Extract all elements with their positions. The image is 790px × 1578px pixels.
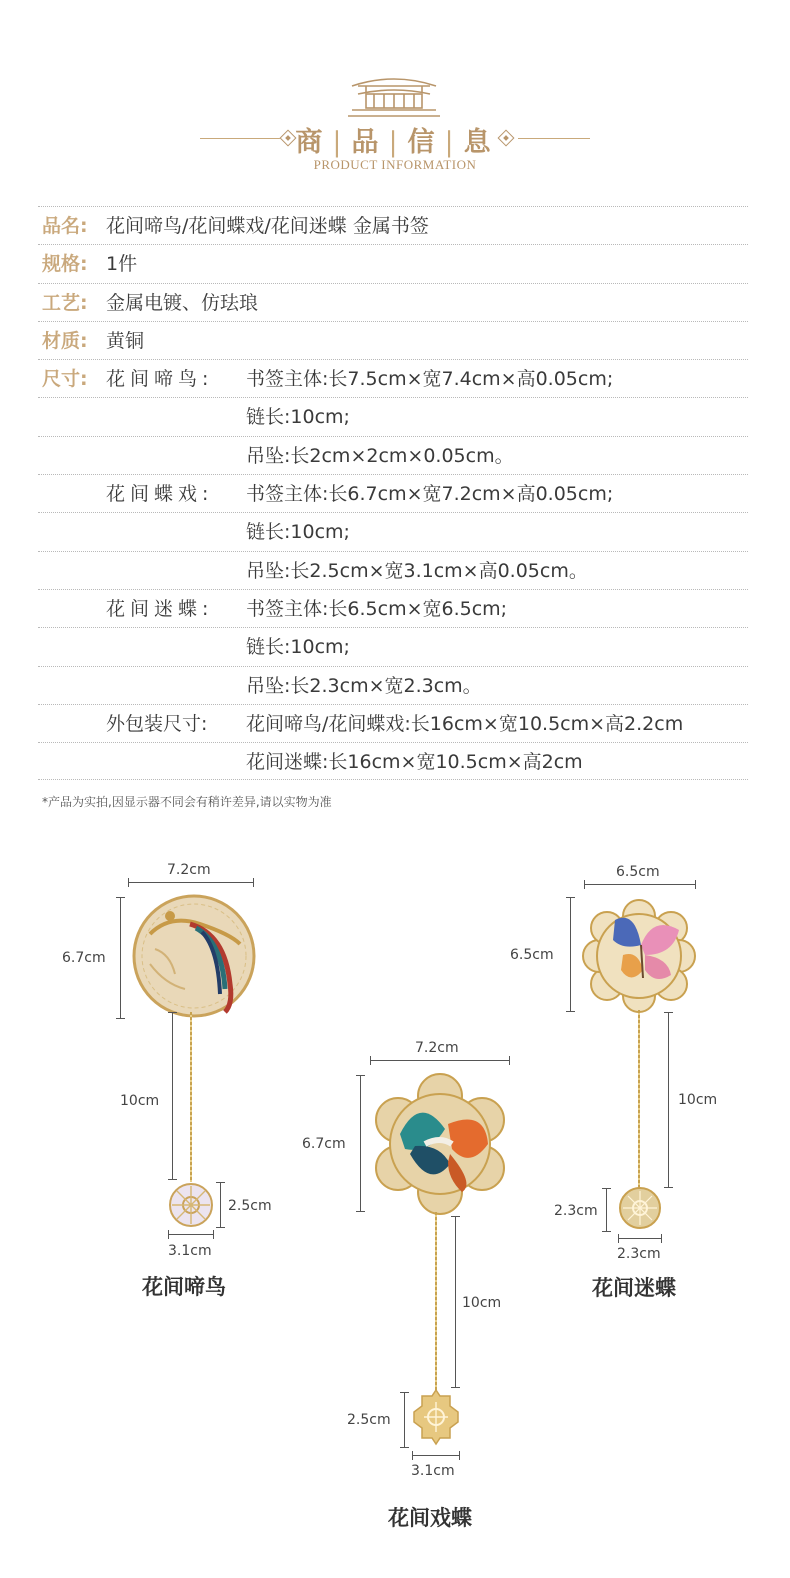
chain xyxy=(435,1212,437,1390)
package-detail: 花间迷蝶:长16cm×宽10.5cm×高2cm xyxy=(246,751,583,774)
info-row-size-detail xyxy=(38,551,748,589)
dim-chain-label: 10cm xyxy=(120,1093,160,1109)
package-detail: 花间啼鸟/花间蝶戏:长16cm×宽10.5cm×高2.2cm xyxy=(246,712,684,735)
info-row-size-detail xyxy=(38,512,748,550)
dim-width-line xyxy=(584,884,696,885)
palace-icon xyxy=(344,70,444,120)
dim-pendant-height-label: 2.5cm xyxy=(347,1412,391,1428)
title-separator: | xyxy=(444,127,458,158)
info-label: 规格: xyxy=(42,253,88,276)
dim-width-label: 7.2cm xyxy=(415,1040,459,1056)
product-name: 花间迷蝶 xyxy=(592,1276,676,1300)
info-value: 1件 xyxy=(106,253,138,276)
dim-chain-line xyxy=(172,1012,173,1180)
disclaimer-note: *产品为实拍,因显示器不同会有稍许差异,请以实物为准 xyxy=(42,795,332,809)
title-separator: | xyxy=(388,127,402,158)
info-row-size-detail xyxy=(38,397,748,435)
info-value: 金属电镀、仿珐琅 xyxy=(106,291,259,314)
dim-pendant-height-line xyxy=(220,1182,221,1228)
chain xyxy=(190,1012,192,1182)
dim-width-label: 6.5cm xyxy=(616,864,660,880)
info-row-package xyxy=(38,704,748,742)
dim-height-label: 6.5cm xyxy=(510,947,554,963)
product-name: 花间啼鸟 xyxy=(142,1275,226,1299)
product-info-table xyxy=(38,206,748,780)
title-separator: | xyxy=(332,127,346,158)
info-row-size-detail xyxy=(38,589,748,627)
size-detail: 吊坠:长2cm×2cm×0.05cm。 xyxy=(246,444,514,467)
size-item-name: 花间迷蝶: xyxy=(106,597,214,620)
info-row-size-detail xyxy=(38,666,748,704)
size-item-name: 花间啼鸟: xyxy=(106,368,214,391)
dim-width-line xyxy=(128,882,254,883)
info-row-size-detail xyxy=(38,627,748,665)
title-char: 品 xyxy=(351,127,383,158)
dim-pendant-width-label: 3.1cm xyxy=(168,1243,212,1259)
info-row-package xyxy=(38,742,748,780)
butterfly-play-bookmark-image xyxy=(370,1074,510,1214)
size-detail: 链长:10cm; xyxy=(246,521,350,544)
chain xyxy=(638,1010,640,1188)
dim-pendant-height-line xyxy=(606,1188,607,1232)
dim-pendant-width-line xyxy=(412,1455,460,1456)
dim-pendant-width-line xyxy=(618,1238,662,1239)
info-row-size xyxy=(38,359,748,397)
butterfly-maze-pendant-image xyxy=(618,1186,662,1230)
title-char: 信 xyxy=(407,127,439,158)
info-row-material xyxy=(38,321,748,359)
bird-pendant-image xyxy=(168,1182,214,1228)
dim-chain-line xyxy=(668,1012,669,1188)
package-label: 外包装尺寸: xyxy=(106,712,208,735)
dim-width-line xyxy=(370,1060,510,1061)
dim-pendant-height-label: 2.5cm xyxy=(228,1198,272,1214)
product-name: 花间戏蝶 xyxy=(388,1506,472,1530)
bird-bookmark-image xyxy=(130,894,260,1019)
size-detail: 链长:10cm; xyxy=(246,406,350,429)
info-value: 花间啼鸟/花间蝶戏/花间迷蝶 金属书签 xyxy=(106,215,429,237)
size-detail: 书签主体:长7.5cm×宽7.4cm×高0.05cm; xyxy=(246,368,614,391)
size-detail: 链长:10cm; xyxy=(246,636,350,659)
dim-pendant-height-line xyxy=(404,1392,405,1448)
dim-height-label: 6.7cm xyxy=(302,1136,346,1152)
section-header xyxy=(0,60,790,180)
dim-chain-line xyxy=(455,1216,456,1388)
dim-pendant-width-label: 3.1cm xyxy=(411,1463,455,1479)
dim-height-line xyxy=(360,1075,361,1212)
info-row-name xyxy=(38,206,748,244)
dim-height-line xyxy=(120,897,121,1019)
info-value: 黄铜 xyxy=(106,329,145,352)
butterfly-play-pendant-image xyxy=(414,1390,458,1444)
size-detail: 吊坠:长2.5cm×宽3.1cm×高0.05cm。 xyxy=(246,559,588,582)
title-char: 息 xyxy=(463,127,495,158)
size-detail: 书签主体:长6.5cm×宽6.5cm; xyxy=(246,597,508,620)
section-subtitle: PRODUCT INFORMATION xyxy=(313,157,477,172)
info-row-craft xyxy=(38,283,748,321)
butterfly-maze-bookmark-image xyxy=(583,900,695,1012)
title-char: 商 xyxy=(295,127,327,158)
info-label: 材质: xyxy=(42,329,88,352)
dim-height-line xyxy=(570,897,571,1012)
size-detail: 吊坠:长2.3cm×宽2.3cm。 xyxy=(246,674,482,697)
dim-pendant-width-label: 2.3cm xyxy=(617,1246,661,1262)
dim-chain-label: 10cm xyxy=(462,1295,502,1311)
dim-pendant-width-line xyxy=(168,1234,214,1235)
info-row-size-detail xyxy=(38,474,748,512)
dim-pendant-height-label: 2.3cm xyxy=(554,1203,598,1219)
section-title xyxy=(0,120,790,159)
info-label: 尺寸: xyxy=(42,368,88,391)
info-row-spec xyxy=(38,244,748,282)
size-detail: 书签主体:长6.7cm×宽7.2cm×高0.05cm; xyxy=(246,483,614,506)
dim-width-label: 7.2cm xyxy=(167,862,211,878)
info-label: 工艺: xyxy=(42,291,88,314)
info-row-size-detail xyxy=(38,436,748,474)
size-item-name: 花间蝶戏: xyxy=(106,483,214,506)
info-label: 品名: xyxy=(42,215,88,237)
dim-height-label: 6.7cm xyxy=(62,950,106,966)
dim-chain-label: 10cm xyxy=(678,1092,718,1108)
